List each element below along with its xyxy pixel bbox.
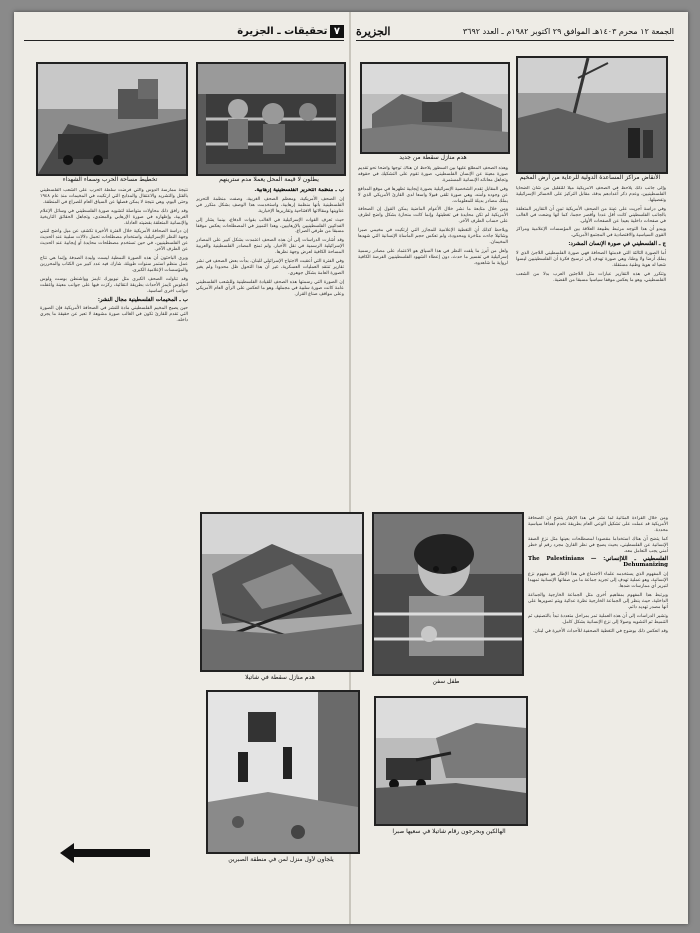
subheading: ج ـ الفلسطيني في صورة الإنسان المشرد: <box>568 241 666 248</box>
paragraph: ويرتبط هذا المفهوم بمفاهيم أخرى مثل الجماعة الخارجية والجماعة الداخلية، حيث ينظر إلى الجماعة الخارجية نظرة عدائية ويتم تصويرها على أنها مصدر تهديد دائم. <box>528 592 668 610</box>
caption-top-1: تخطيط مساحة الحرب وسماء الشهداء <box>62 176 158 183</box>
photo-children-window <box>196 62 346 176</box>
paragraph: وقد رافق ذلك محاولات متواصلة لتشويه صورة الفلسطيني في وسائل الإعلام الغربية، وإظهاره في صورة الإرهابي والمعتدي، وتجاهل الحقائق التاريخية والإنسانية المتعلقة بقضيته العادلة. <box>40 208 188 226</box>
paragraph: وتتكرر في هذه التقارير عبارات مثل اللاجئين العرب بدلا من الشعب الفلسطيني، وهو ما يعكس موقفا سياسيا مسبقا من القضية. <box>516 271 666 283</box>
caption-top-2: يطلون لا قيمة المحل يعملا مدم سترينهم <box>219 176 319 183</box>
caption-top-3: هدم منازل سقطة من جديد <box>399 154 467 161</box>
paragraph: إن دراسة الصحافة الأمريكية خلال الفترة الأخيرة تكشف عن ميل واضح لتبني وجهة النظر الإسرائيلية، واستخدام مصطلحات تحمل دلالات سلبية عند الحديث عن الفلسطينيين، في حين تستخدم مصطلحات محايدة أو إيجابية عند الحديث عن الطرف الآخر. <box>40 229 188 253</box>
paragraph: إن الصورة التي رسمتها هذه الصحف للقيادة الفلسطينية وللشعب الفلسطيني عامة كانت صورة سلبية في مجملها، وهو ما انعكس على الرأي العام الأمريكي وعلى مواقف صناع القرار. <box>196 279 344 297</box>
photo-destroyed-buildings <box>360 62 510 154</box>
masthead-right <box>356 22 674 41</box>
article-column-1 <box>40 188 188 838</box>
caption-top-4: الأنقاض مراكز المساعدة الدولية للرعاية من أرض المخيم <box>519 174 661 181</box>
paragraph: وتشير الدراسات إلى أن هذه العملية تمر بمراحل متعددة تبدأ بالتصنيف ثم التنميط ثم التشويه وصولا إلى نزع الإنسانية بشكل كامل. <box>528 613 668 625</box>
caption-bottom-3: يلجأون لأول منزل لمن في منطقة الصبرين <box>228 856 334 863</box>
paragraph: وقد تناولت الصحف الكبرى مثل نيويورك تايمز وواشنطن بوست ولوس انجلوس تايمز الأحداث بطريقة انتقائية، ركزت فيها على جوانب معينة وأغفلت جوانب أخرى أساسية. <box>40 276 188 294</box>
paragraph: كما يتضح أن هناك استخداما مقصودا لمصطلحات بعينها مثل نزع الصفة الإنسانية عن الفلسطيني، بحيث يصبح في نظر القارئ مجرد رقم أو خطر أمني يجب التعامل معه. <box>528 536 668 554</box>
caption-bottom-1: هدم منازل سقطة في شاتيلا <box>245 674 315 681</box>
section-title: تحقيقات ـ الجزيرة <box>237 25 328 37</box>
paragraph: ومن خلال القراءة المتأنية لما نشر في هذا الإطار يتضح أن الصحافة الأمريكية قد عملت على تشكيل الوعي العام بطريقة تخدم أهدافا سياسية محددة. <box>528 516 668 533</box>
photo-rubble-camp <box>516 56 668 174</box>
paragraph: ويبدو أن هذا التوجه مرتبط بطبيعة العلاقة بين المؤسسات الإعلامية ومراكز القوى السياسية والاقتصادية في المجتمع الأمريكي. <box>516 227 666 239</box>
caption-bottom-4: الهالكين وبحرجون رقام شاتيلا في سعيها صبرا <box>392 828 506 835</box>
paragraph: حين يصبح المخيم الفلسطيني مادة للنشر في الصحافة الأمريكية فإن الصورة التي تقدم للقارئ تكون في الغالب صورة مشوهة لا تعبر عن حقيقة ما يجري داخله. <box>40 306 188 324</box>
article-column-5 <box>528 516 668 896</box>
paragraph: ويرى الباحثون أن هذه الصورة النمطية ليست وليدة الصدفة وإنما هي نتاج عمل منظم استمر سنوات طويلة، شارك فيه عدد كبير من الكتاب والمحررين والمؤسسات الإعلامية الكبرى. <box>40 256 188 273</box>
page-number: ٧ <box>330 25 344 38</box>
paragraph: ويلاحظ كذلك أن التغطية الإعلامية للمجازر التي ارتكبت في مخيمي صبرا وشاتيلا جاءت متأخرة ومحدودة، ولم تعكس حجم المأساة الإنسانية التي شهدها المخيمان. <box>358 228 508 245</box>
date-line: الجمعة ١٢ محرم ١٤٠٣هـ الموافق ٢٩ اكتوبر ١٩٨٢م ـ العدد ٣٦٩٢ <box>462 26 674 36</box>
subheading: ب ـ منظمة التحرير الفلسطينية إرهابية. <box>254 188 344 193</box>
paragraph: وفي المقابل تقدم الشخصية الإسرائيلية بصورة إيجابية تظهرها في موقع المدافع عن وجوده وأمنه، وهي صورة تلقى قبولا واسعا لدى القارئ الأمريكي الذي لا يملك مصادر بديلة للمعلومات. <box>358 186 508 204</box>
paragraph: ولعل من أبرز ما يلفت النظر في هذا السياق هو الاعتماد على مصادر رسمية إسرائيلية في تفسير ما حدث، دون إعطاء الشهود الفلسطينيين الفرصة الكافية لرواية ما شاهدوه. <box>358 248 508 266</box>
paragraph: إن المفهوم الذي يستخدمه علماء الاجتماع في هذا الإطار هو مفهوم نزع الإنسانية، وهو عملية تهدف إلى تجريد جماعة ما من صفاتها الإنسانية تمهيدا لتبرير أي ممارسات ضدها. <box>528 572 668 590</box>
paragraph: وفي الفترة التي أعقبت الاجتياح الإسرائيلي للبنان، بدأت بعض الصحف في نشر تقارير تنتقد العمليات العسكرية، غير أن هذا التحول ظل محدودا ولم يغير الصورة العامة بشكل جوهري. <box>196 259 344 276</box>
paragraph: وإلى جانب ذلك يلاحظ في الصحف الأمريكية ميلا للتقليل من شأن الضحايا الفلسطينيين، وعدم ذكر أعدادهم بدقة، مقابل التركيز على الخسائر الإسرائيلية وتفصيلها. <box>516 186 666 203</box>
subheading: الفلسطيني ـ اللاإنساني: The Palestinians — Dehumanizing <box>528 556 668 569</box>
paragraph: وفي دراسة أجريت على عينة من الصحف الأمريكية تبين أن التقارير المتعلقة بالجانب الفلسطيني كانت أقل عددا وأقصر حجما، كما أنها وضعت في الغالب في صفحات داخلية بعيدا عن الصفحات الأولى. <box>516 206 666 224</box>
section-header <box>237 25 344 38</box>
paragraph: وقد أشارت الدراسات إلى أن هذه الصحف اعتمدت بشكل كبير على المصادر الإسرائيلية الرسمية في نقل الأخبار، ولم تمنح المصادر الفلسطينية والعربية المساحة الكافية لعرض وجهة نظرها. <box>196 238 344 256</box>
continue-arrow-icon <box>60 843 150 863</box>
photo-child-portrait <box>372 512 524 676</box>
paragraph: إن الصحف الأمريكية، ومعظم الصحف الغربية، وصفت منظمة التحرير الفلسطينية بأنها منظمة إرهابية، واستخدمت هذا الوصف بشكل متكرر في عناوينها ومقالاتها الافتتاحية وتقاريرها الإخبارية. <box>196 196 344 214</box>
article-column-4 <box>516 186 666 506</box>
paragraph: وقد انعكس ذلك بوضوح في التغطية الصحفية للأحداث الأخيرة في لبنان. <box>532 628 668 634</box>
paragraph: نتيجة ممارسة الدوس والتي فرضت سلطة الحرب على الشعب الفلسطيني بالقتل والتشريد والاعتقال والمذابح التي ارتكبت في المخيمات منذ عام ١٩٤٨ وحتى اليوم، وهي نتيجة لا يمكن فصلها عن السياق العام للصراع في المنطقة. <box>40 188 188 205</box>
caption-bottom-2: طفل سفن <box>432 678 460 685</box>
article-column-2 <box>196 188 344 498</box>
paragraph: وهذه الصحف المطلع عليها بين السطور يلاحظ أن هناك توجها واضحا نحو تقديم صورة معينة عن الإنسان الفلسطيني، صورة تقوم على التشكيك في حقوقه وتجاهل معاناته الإنسانية المستمرة. <box>358 166 508 183</box>
paragraph: حيث تعرف القوات الإسرائيلية في الغالب بقوات الدفاع، بينما يشار إلى الفدائيين الفلسطينيين بالإرهابيين، وهذا التمييز في المصطلحات يعكس موقفا مسبقا من طرفي الصراع. <box>196 217 344 235</box>
photo-tank-rubble <box>374 696 528 826</box>
paragraph: ومن خلال متابعة ما نشر خلال الأعوام الماضية يمكن القول إن الصحافة الأمريكية لم تكن محايدة في تغطيتها، وإنما كانت منحازة بشكل واضح لطرف على حساب الطرف الآخر. <box>358 207 508 225</box>
photo-collapsed-house <box>200 512 364 672</box>
article-column-3 <box>358 166 508 506</box>
photo-children-wall <box>206 690 360 854</box>
paragraph: أما الصورة الثالثة التي قدمتها الصحافة فهي صورة الفلسطيني اللاجئ الذي لا يملك أرضا ولا وطنا، وهي صورة تهدف إلى ترسيخ فكرة أن الفلسطينيين ليسوا شعبا له هوية وطنية مستقلة. <box>516 251 666 268</box>
masthead-left <box>24 22 344 41</box>
subheading: ب ـ المخيمات الفلسطينية مجال النشر: <box>97 296 188 303</box>
photo-ruins-street <box>36 62 188 176</box>
newspaper-logo: الجزيرة <box>356 24 391 38</box>
